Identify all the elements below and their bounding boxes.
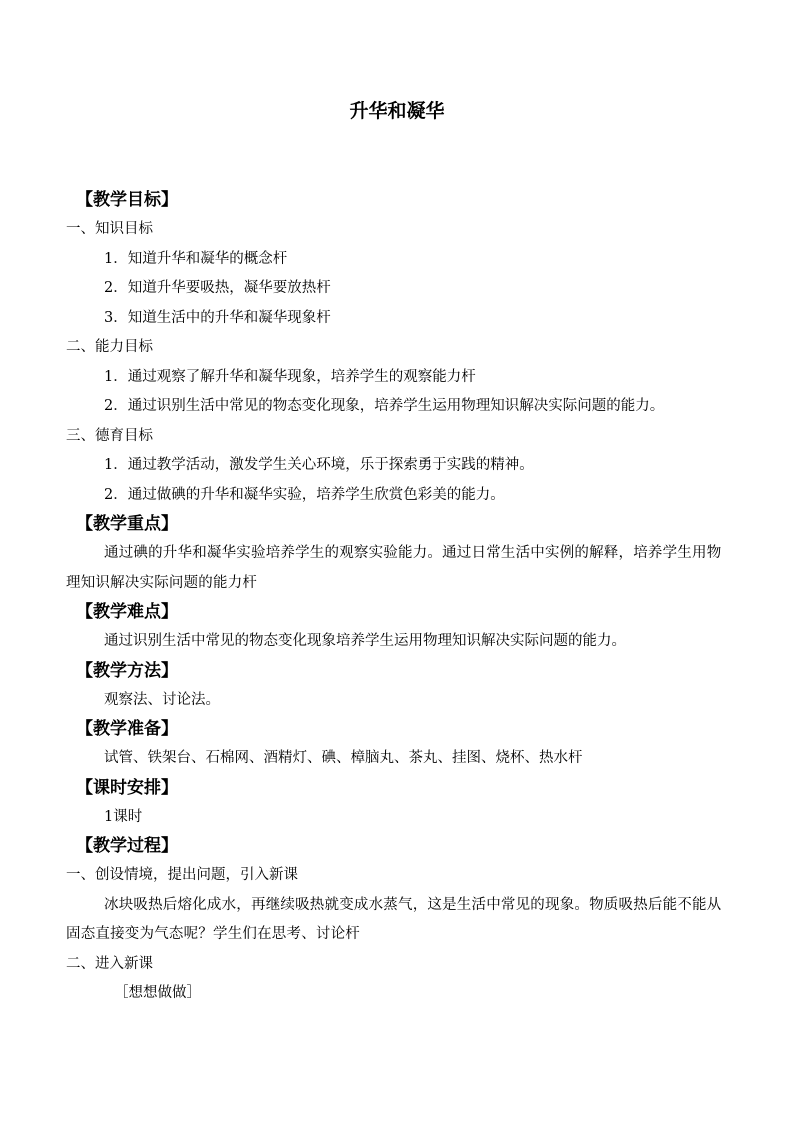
process-step-2: 二、进入新课: [66, 955, 153, 972]
list-item: 1．通过教学活动，激发学生关心环境，乐于探索勇于实践的精神。: [104, 457, 534, 473]
list-item: 2．通过识别生活中常见的物态变化现象，培养学生运用物理知识解决实际问题的能力。: [104, 398, 665, 414]
subheading-knowledge-goals: 一、知识目标: [66, 221, 153, 237]
list-item: 2．知道升华要吸热，凝华要放热杆: [104, 280, 331, 296]
list-item: 1．知道升华和凝华的概念杆: [104, 250, 288, 267]
section-heading-preparation: 【教学准备】: [76, 719, 178, 739]
preparation-text: 试管、铁架台、石棉网、酒精灯、碘、樟脑丸、茶丸、挂图、烧杯、热水杆: [104, 750, 583, 766]
document-body: [66, 186, 734, 1009]
document-title: 升华和凝华: [349, 100, 445, 122]
subheading-ability-goals: 二、能力目标: [66, 339, 153, 355]
list-item: 3．知道生活中的升华和凝华现象杆: [104, 309, 331, 326]
list-item: 1．通过观察了解升华和凝华现象，培养学生的观察能力杆: [104, 368, 476, 385]
section-heading-methods: 【教学方法】: [76, 660, 178, 681]
section-heading-process: 【教学过程】: [76, 836, 178, 856]
section-heading-teaching-goals: 【教学目标】: [76, 190, 178, 210]
process-step-1-text: 冰块吸热后熔化成水，再继续吸热就变成水蒸气，这是生活中常见的现象。物质吸热后能不能从固态直接变为气态呢？学生们在思考、讨论杆: [66, 896, 722, 942]
section-heading-difficulties: 【教学难点】: [76, 602, 178, 622]
difficulties-text: 通过识别生活中常见的物态变化现象培养学生运用物理知识解决实际问题的能力。: [104, 633, 626, 649]
section-heading-key-points: 【教学重点】: [76, 514, 178, 534]
list-item: 2．通过做碘的升华和凝华实验，培养学生欣赏色彩美的能力。: [104, 486, 505, 503]
process-step-2-sub: ［想想做做］: [114, 985, 201, 1001]
methods-text: 观察法、讨论法。: [104, 691, 220, 708]
subheading-moral-goals: 三、德育目标: [66, 427, 153, 444]
key-points-text: 通过碘的升华和凝华实验培养学生的观察实验能力。通过日常生活中实例的解释，培养学生用物理知识解决实际问题的能力杆: [66, 545, 722, 591]
section-heading-schedule: 【课时安排】: [76, 777, 178, 798]
process-step-1: 一、创设情境，提出问题，引入新课: [66, 867, 298, 883]
schedule-text: 1课时: [104, 808, 143, 825]
